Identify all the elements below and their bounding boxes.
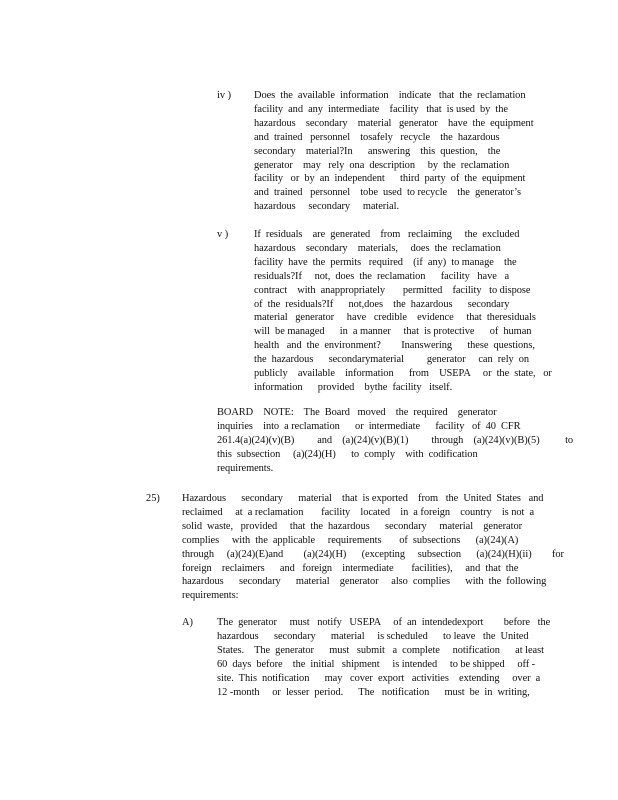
paragraph-line: 60 days before the initial shipment is intended to be shipped off - — [217, 658, 536, 670]
paragraph-line: through (a)(24)(E)and (a)(24)(H) (excepting subsection (a)(24)(H)(ii) for — [182, 548, 564, 560]
paragraph-line: States. The generator must submit a complete notification at least — [217, 644, 544, 656]
paragraph-line: residuals?If not, does the reclamation facility have a — [254, 270, 510, 282]
paragraph-line: hazardous secondary material. — [254, 201, 400, 213]
paragraph-line: If residuals are generated from reclaiming the excluded — [254, 229, 520, 240]
paragraph-line: hazardous secondary materials, does the reclamation — [254, 242, 501, 254]
paragraph-line: publicly available information from USEPA or the state, or — [254, 368, 552, 379]
subitem-marker-a: A) — [182, 617, 193, 628]
item-marker-iv: iv ) — [217, 90, 232, 101]
item-marker-v: v ) — [217, 229, 229, 240]
paragraph-line: hazardous secondary material generator also complies with the following — [182, 576, 547, 588]
paragraph-line: requirements: — [182, 590, 239, 602]
paragraph-line: generator may rely ona description by the reclamation — [254, 159, 510, 171]
paragraph-line: and trained personnel tosafely recycle the hazardous — [254, 131, 500, 143]
paragraph-line: secondary material?In answering this question, the — [254, 145, 501, 157]
paragraph-line: contract with anappropriately permitted facility to dispose — [254, 284, 531, 296]
paragraph-line: facility have the permits required (if any) to manage the — [254, 256, 517, 268]
paragraph-line: health and the environment? Inanswering these questions, — [254, 340, 535, 352]
board-note-line: 261.4(a)(24)(v)(B) and (a)(24)(v)(B)(1) through (a)(24)(v)(B)(5) to — [217, 434, 574, 446]
paragraph-line: hazardous secondary material generator have the equipment — [254, 117, 534, 129]
paragraph-line: Hazardous secondary material that is exported from the United States and — [182, 493, 544, 504]
section-marker-25: 25) — [146, 493, 160, 504]
paragraph-line: and trained personnel tobe used to recycle the generator’s — [254, 187, 521, 199]
paragraph-line: site. This notification may cover export activities extending over a — [217, 672, 541, 684]
board-note-line: BOARD NOTE: The Board moved the required generator — [217, 407, 497, 418]
paragraph-line: Does the available information indicate that the reclamation — [254, 90, 526, 101]
paragraph-line: reclaimed at a reclamation facility located in a foreign country is not a — [182, 506, 535, 518]
paragraph-line: foreign reclaimers and foreign intermediate facilities), and that the — [182, 562, 519, 574]
board-note-line: inquiries into a reclamation or intermediate facility of 40 CFR — [217, 420, 521, 432]
paragraph-line: of the residuals?If not,does the hazardous secondary — [254, 298, 510, 310]
paragraph-line: information provided bythe facility itself. — [254, 381, 453, 393]
paragraph-line: complies with the applicable requirements of subsections (a)(24)(A) — [182, 534, 519, 546]
board-note-line: requirements. — [217, 462, 274, 474]
paragraph-line: facility and any intermediate facility that is used by the — [254, 103, 508, 115]
paragraph-line: the hazardous secondarymaterial generator can rely on — [254, 354, 530, 366]
paragraph-line: The generator must notify USEPA of an intendedexport before the — [217, 617, 551, 628]
paragraph-line: solid waste, provided that the hazardous secondary material generator — [182, 520, 523, 532]
paragraph-line: material generator have credible evidence that theresiduals — [254, 312, 536, 324]
board-note-line: this subsection (a)(24)(H) to comply with codification — [217, 448, 478, 460]
paragraph-line: 12 -month or lesser period. The notification must be in writing, — [217, 686, 530, 698]
paragraph-line: will be managed in a manner that is protective of human — [254, 326, 532, 338]
paragraph-line: hazardous secondary material is scheduled to leave the United — [217, 630, 529, 642]
paragraph-line: facility or by an independent third party of the equipment — [254, 173, 526, 185]
